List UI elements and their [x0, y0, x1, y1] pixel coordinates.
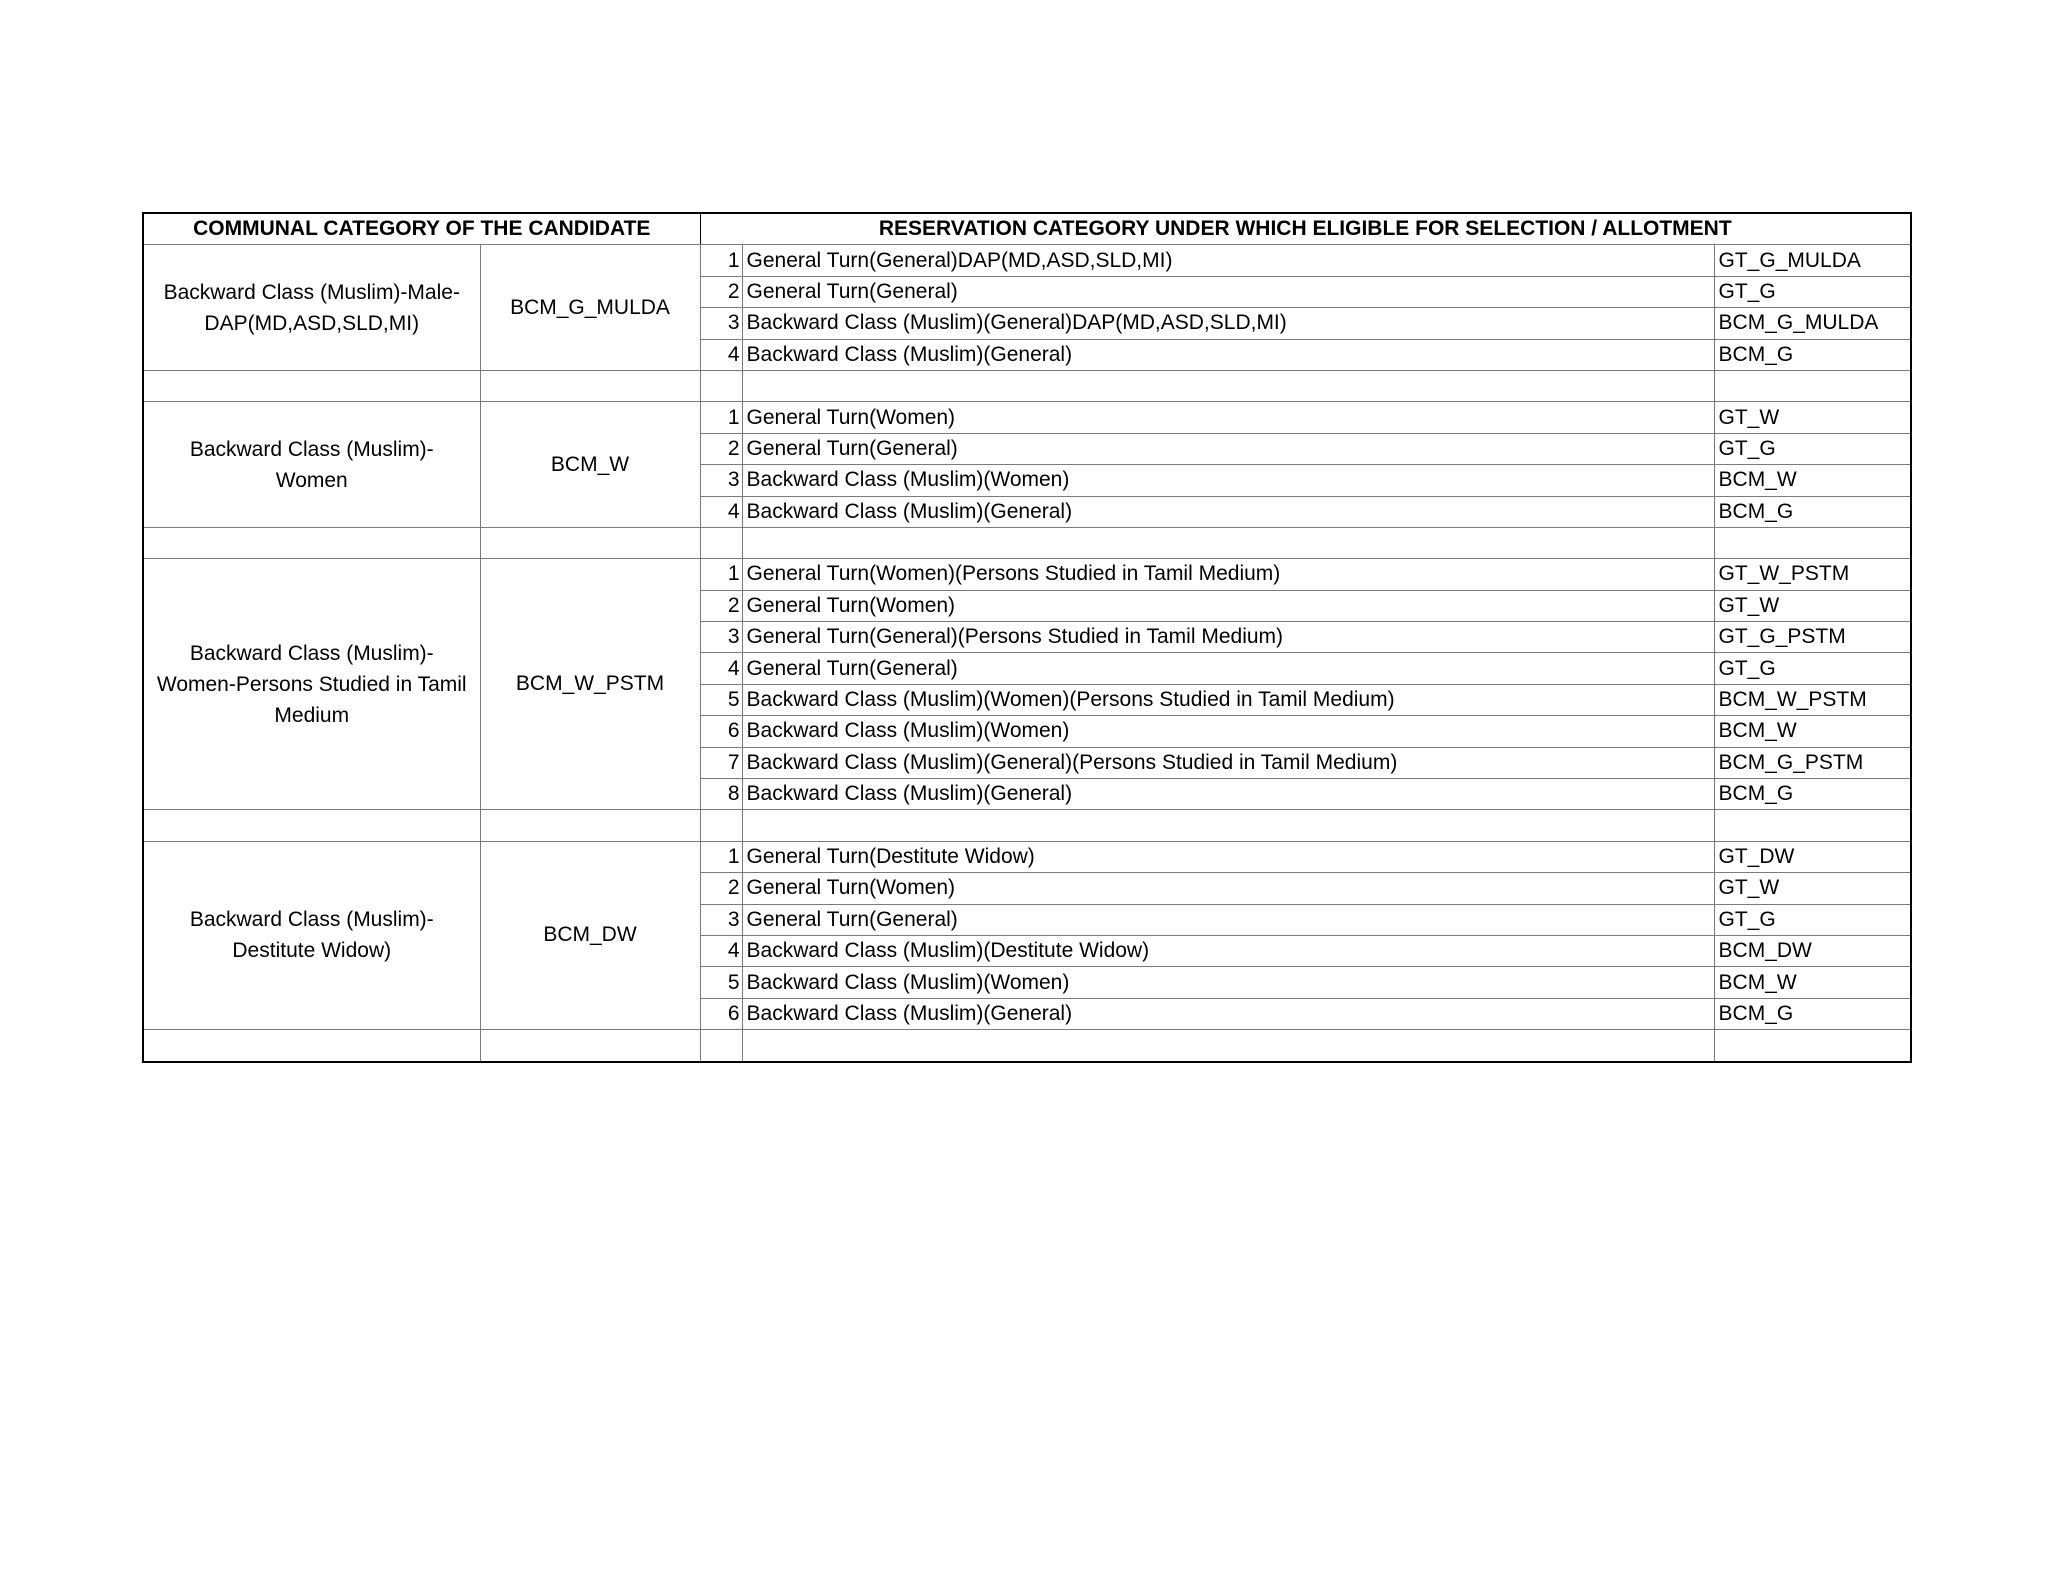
reservation-category-description: Backward Class (Muslim)(Women) [742, 465, 1714, 496]
reservation-category-code: BCM_G [1714, 339, 1911, 370]
table-body [143, 245, 1911, 1062]
table-header-row [143, 213, 1911, 245]
empty-cell [480, 527, 700, 558]
empty-cell [480, 810, 700, 841]
reservation-table [142, 212, 1912, 1063]
empty-cell [143, 527, 480, 558]
reservation-category-description: Backward Class (Muslim)(Destitute Widow) [742, 935, 1714, 966]
reservation-category-code: GT_DW [1714, 841, 1911, 872]
priority-number: 5 [700, 684, 742, 715]
empty-cell [1714, 527, 1911, 558]
priority-number: 5 [700, 967, 742, 998]
empty-cell [480, 370, 700, 401]
reservation-category-description: Backward Class (Muslim)(Women) [742, 716, 1714, 747]
communal-category-code: BCM_G_MULDA [480, 245, 700, 371]
empty-cell [700, 527, 742, 558]
reservation-category-code: BCM_G [1714, 496, 1911, 527]
communal-category-code: BCM_DW [480, 841, 700, 1029]
reservation-category-description: Backward Class (Muslim)(General) [742, 496, 1714, 527]
priority-number: 4 [700, 653, 742, 684]
priority-number: 1 [700, 245, 742, 276]
communal-category-name: Backward Class (Muslim)-Women [143, 402, 480, 528]
table-row [143, 841, 1911, 872]
reservation-category-description: General Turn(Women) [742, 590, 1714, 621]
empty-cell [700, 1030, 742, 1062]
priority-number: 3 [700, 308, 742, 339]
reservation-category-code: GT_G [1714, 904, 1911, 935]
empty-cell [742, 1030, 1714, 1062]
reservation-category-description: General Turn(General) [742, 276, 1714, 307]
empty-cell [143, 810, 480, 841]
priority-number: 6 [700, 998, 742, 1029]
reservation-category-code: BCM_G_PSTM [1714, 747, 1911, 778]
reservation-category-description: General Turn(General) [742, 433, 1714, 464]
reservation-category-description: General Turn(General) [742, 904, 1714, 935]
spacer-row [143, 810, 1911, 841]
reservation-category-description: General Turn(Women)(Persons Studied in Tamil Medium) [742, 559, 1714, 590]
priority-number: 7 [700, 747, 742, 778]
reservation-category-code: BCM_G [1714, 779, 1911, 810]
empty-cell [1714, 810, 1911, 841]
reservation-category-description: Backward Class (Muslim)(General) [742, 779, 1714, 810]
reservation-category-description: Backward Class (Muslim)(General) [742, 998, 1714, 1029]
reservation-category-code: BCM_W [1714, 967, 1911, 998]
table-row [143, 245, 1911, 276]
reservation-category-code: BCM_W_PSTM [1714, 684, 1911, 715]
empty-cell [1714, 1030, 1911, 1062]
empty-cell [700, 810, 742, 841]
reservation-category-code: BCM_DW [1714, 935, 1911, 966]
reservation-category-code: GT_G_PSTM [1714, 622, 1911, 653]
reservation-category-description: Backward Class (Muslim)(General)DAP(MD,ASD,SLD,MI) [742, 308, 1714, 339]
reservation-category-code: GT_G [1714, 653, 1911, 684]
communal-category-header: COMMUNAL CATEGORY OF THE CANDIDATE [143, 213, 700, 245]
spacer-row [143, 527, 1911, 558]
priority-number: 8 [700, 779, 742, 810]
priority-number: 4 [700, 935, 742, 966]
reservation-category-description: General Turn(General) [742, 653, 1714, 684]
reservation-category-code: GT_W [1714, 590, 1911, 621]
communal-category-code: BCM_W_PSTM [480, 559, 700, 810]
reservation-category-header: RESERVATION CATEGORY UNDER WHICH ELIGIBLE FOR SELECTION / ALLOTMENT [700, 213, 1911, 245]
priority-number: 1 [700, 402, 742, 433]
reservation-category-code: GT_G [1714, 276, 1911, 307]
reservation-category-description: General Turn(Women) [742, 402, 1714, 433]
table-row [143, 559, 1911, 590]
empty-cell [742, 370, 1714, 401]
reservation-category-description: Backward Class (Muslim)(Women) [742, 967, 1714, 998]
priority-number: 4 [700, 496, 742, 527]
communal-category-name: Backward Class (Muslim)-Male-DAP(MD,ASD,SLD,MI) [143, 245, 480, 371]
empty-cell [1714, 370, 1911, 401]
reservation-category-description: General Turn(Women) [742, 873, 1714, 904]
reservation-category-code: GT_W [1714, 402, 1911, 433]
empty-cell [742, 810, 1714, 841]
reservation-category-description: Backward Class (Muslim)(Women)(Persons Studied in Tamil Medium) [742, 684, 1714, 715]
reservation-category-code: BCM_G_MULDA [1714, 308, 1911, 339]
priority-number: 3 [700, 622, 742, 653]
reservation-category-description: Backward Class (Muslim)(General) [742, 339, 1714, 370]
priority-number: 3 [700, 904, 742, 935]
empty-cell [480, 1030, 700, 1062]
communal-category-name: Backward Class (Muslim)-Women-Persons Studied in Tamil Medium [143, 559, 480, 810]
reservation-category-code: BCM_G [1714, 998, 1911, 1029]
reservation-category-description: Backward Class (Muslim)(General)(Persons Studied in Tamil Medium) [742, 747, 1714, 778]
priority-number: 1 [700, 841, 742, 872]
reservation-category-code: GT_W [1714, 873, 1911, 904]
empty-cell [700, 370, 742, 401]
reservation-category-code: GT_G_MULDA [1714, 245, 1911, 276]
priority-number: 2 [700, 276, 742, 307]
priority-number: 4 [700, 339, 742, 370]
priority-number: 2 [700, 433, 742, 464]
priority-number: 6 [700, 716, 742, 747]
priority-number: 2 [700, 590, 742, 621]
reservation-category-code: GT_G [1714, 433, 1911, 464]
table-row [143, 402, 1911, 433]
priority-number: 2 [700, 873, 742, 904]
empty-cell [143, 1030, 480, 1062]
communal-category-name: Backward Class (Muslim)-Destitute Widow) [143, 841, 480, 1029]
reservation-category-description: General Turn(General)(Persons Studied in Tamil Medium) [742, 622, 1714, 653]
spacer-row [143, 1030, 1911, 1062]
reservation-category-code: BCM_W [1714, 716, 1911, 747]
spacer-row [143, 370, 1911, 401]
reservation-category-description: General Turn(General)DAP(MD,ASD,SLD,MI) [742, 245, 1714, 276]
priority-number: 3 [700, 465, 742, 496]
reservation-category-description: General Turn(Destitute Widow) [742, 841, 1714, 872]
reservation-category-code: BCM_W [1714, 465, 1911, 496]
empty-cell [143, 370, 480, 401]
priority-number: 1 [700, 559, 742, 590]
communal-category-code: BCM_W [480, 402, 700, 528]
reservation-category-code: GT_W_PSTM [1714, 559, 1911, 590]
empty-cell [742, 527, 1714, 558]
